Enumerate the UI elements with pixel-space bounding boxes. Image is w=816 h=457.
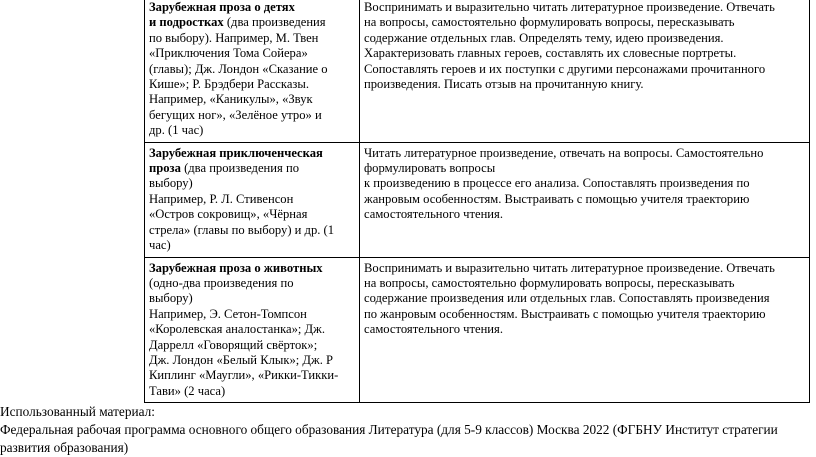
topic-cell bbox=[145, 257, 360, 403]
activity-cell bbox=[360, 257, 810, 403]
activity-text: Характеризовать главных героев, составлять их словесные портреты. bbox=[364, 46, 737, 61]
topic-text: стрела» (главы по выбору) и др. (1 bbox=[149, 222, 335, 237]
activity-text: Читать литературное произведение, отвечать на вопросы. Самостоятельно bbox=[364, 145, 764, 160]
table-row bbox=[145, 0, 810, 142]
topic-text: выбору) bbox=[149, 291, 193, 306]
topic-text: выбору) bbox=[149, 176, 193, 191]
topic-text: час) bbox=[149, 238, 171, 253]
reference-source: развития образования) bbox=[0, 440, 129, 455]
references-heading: Использованный материал: bbox=[0, 404, 155, 419]
activity-text: содержание произведения или отдельных глав. Сопоставлять произведения bbox=[364, 291, 770, 306]
topic-title: Зарубежная приключенческая bbox=[149, 145, 323, 160]
topic-text: «Приключения Тома Сойера» bbox=[149, 46, 308, 61]
topic-title: Зарубежная проза о детях bbox=[149, 0, 295, 14]
topic-title: Зарубежная проза о животных bbox=[149, 260, 323, 275]
activity-text: на вопросы, самостоятельно формулировать вопросы, пересказывать bbox=[364, 15, 735, 30]
topic-text: др. (1 час) bbox=[149, 123, 204, 138]
topic-text: Дж. Лондон «Белый Клык»; Дж. Р bbox=[149, 352, 333, 367]
topic-text: Например, «Каникулы», «Звук bbox=[149, 92, 313, 107]
topic-text: Например, Э. Сетон-Томпсон bbox=[149, 306, 307, 321]
topic-text: (одно-два произведения по bbox=[149, 275, 294, 290]
activity-text: формулировать вопросы bbox=[364, 161, 496, 176]
topic-text: «Остров сокровищ», «Чёрная bbox=[149, 207, 308, 222]
activity-text: Сопоставлять героев и их поступки с другими персонажами прочитанного bbox=[364, 61, 766, 76]
topic-title: и подростках bbox=[149, 15, 224, 30]
topic-text: Тави» (2 часа) bbox=[149, 383, 226, 398]
topic-cell bbox=[145, 142, 360, 257]
topic-text: (два произведения bbox=[223, 15, 326, 30]
activity-text: содержание отдельных глав. Определять тему, идею произведения. bbox=[364, 30, 724, 45]
activity-text: по жанровым особенностям. Выстраивать с помощью учителя траекторию bbox=[364, 306, 766, 321]
topic-text: Киплинг «Маугли», «Рикки-Тикки- bbox=[149, 368, 339, 383]
curriculum-table bbox=[144, 0, 810, 403]
activity-cell bbox=[360, 0, 810, 142]
topic-text: «Королевская аналостанка»; Дж. bbox=[149, 322, 325, 337]
topic-text: по выбору). Например, М. Твен bbox=[149, 30, 319, 45]
topic-title: проза bbox=[149, 161, 181, 176]
activity-text: к произведению в процессе его анализа. Сопоставлять произведения по bbox=[364, 176, 750, 191]
activity-text: произведения. Писать отзыв на прочитанную книгу. bbox=[364, 77, 644, 92]
topic-text: Кише»; Р. Брэдбери Рассказы. bbox=[149, 77, 309, 92]
topic-text: (главы); Дж. Лондон «Сказание о bbox=[149, 61, 328, 76]
activity-text: Воспринимать и выразительно читать литературное произведение. Отвечать bbox=[364, 260, 775, 275]
topic-text: бегущих ног», «Зелёное утро» и bbox=[149, 107, 322, 122]
activity-cell bbox=[360, 142, 810, 257]
references-section bbox=[0, 403, 812, 457]
activity-text: жанровым особенностям. Выстраивать с помощью учителя траекторию bbox=[364, 191, 750, 206]
topic-text: Например, Р. Л. Стивенсон bbox=[149, 191, 294, 206]
topic-text: (два произведения по bbox=[180, 161, 299, 176]
activity-text: на вопросы, самостоятельно формулировать вопросы, пересказывать bbox=[364, 275, 735, 290]
activity-text: самостоятельного чтения. bbox=[364, 207, 503, 222]
activity-text: самостоятельного чтения. bbox=[364, 322, 503, 337]
table-row bbox=[145, 257, 810, 403]
topic-cell bbox=[145, 0, 360, 142]
table-row bbox=[145, 142, 810, 257]
activity-text: Воспринимать и выразительно читать литературное произведение. Отвечать bbox=[364, 0, 775, 14]
topic-text: Даррелл «Говорящий свёрток»; bbox=[149, 337, 318, 352]
reference-source: Федеральная рабочая программа основного общего образования Литература (для 5-9 классов) Москва 2022 (ФГБНУ Институт стратегии bbox=[0, 422, 778, 437]
